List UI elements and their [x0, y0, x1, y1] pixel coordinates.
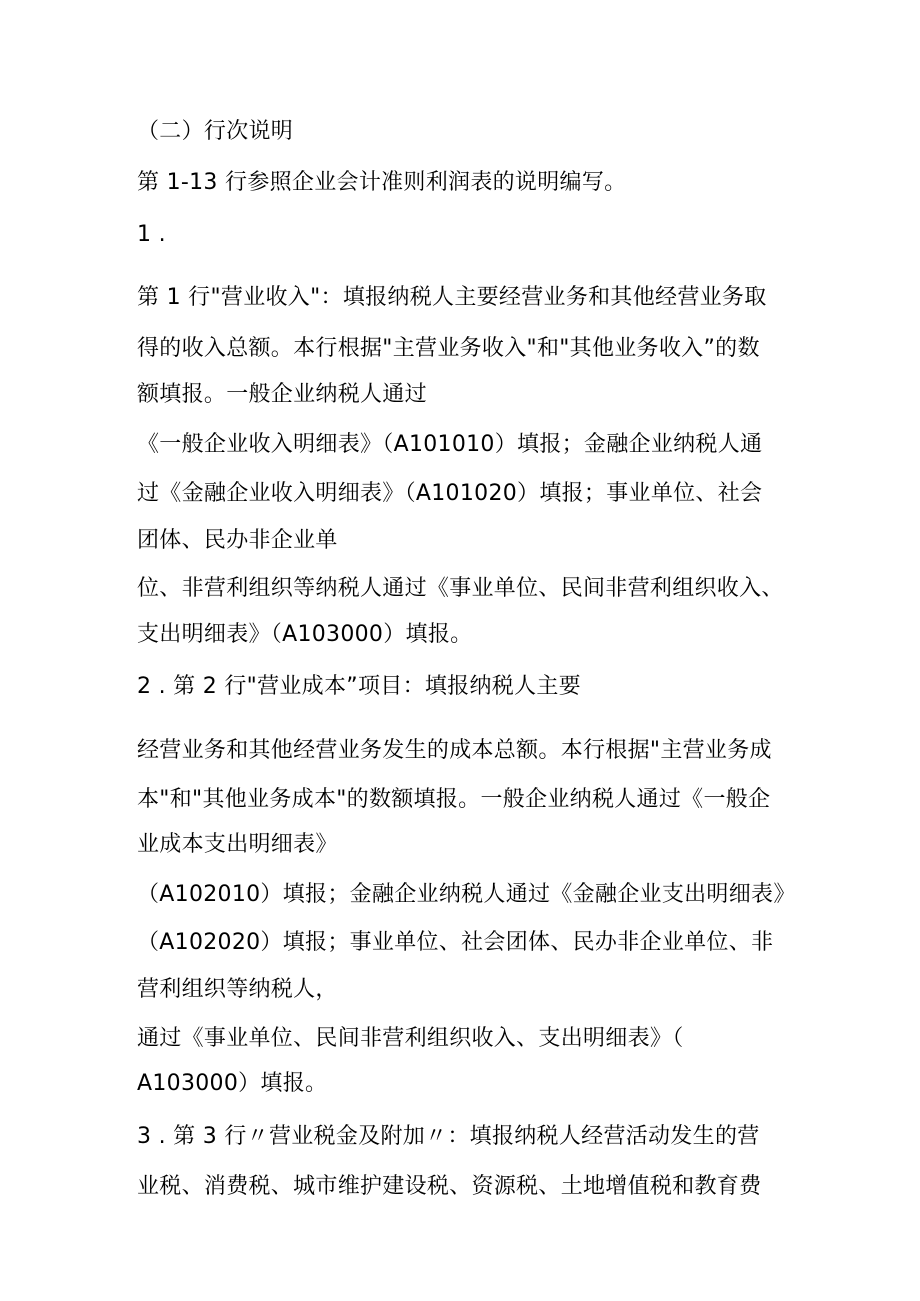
paragraph-line: A103000）填报。 [137, 1071, 328, 1096]
paragraph-line: 额填报。一般企业纳税人通过 [137, 382, 427, 407]
list-number: 1 . [137, 222, 166, 247]
paragraph-line: 通过《事业单位、民间非营利组织收入、支出明细表》（ [137, 1026, 684, 1051]
paragraph-line: 业税、消费税、城市维护建设税、资源税、土地增值税和教育费 [137, 1174, 762, 1199]
paragraph-line: 位、非营利组织等纳税人通过《事业单位、民间非营利组织收入、 [137, 576, 784, 601]
paragraph-line: 第 1-13 行参照企业会计准则利润表的说明编写。 [137, 170, 627, 195]
paragraph-line: 过《金融企业收入明细表》（A101020）填报；事业单位、社会 [137, 481, 763, 506]
paragraph-line: 业成本支出明细表》 [137, 832, 338, 857]
section-heading: （二）行次说明 [137, 119, 294, 144]
paragraph-line: 2 . 第 2 行"营业成本”项目：填报纳税人主要 [137, 674, 581, 699]
paragraph-line: 《一般企业收入明细表》（A101010）填报；金融企业纳税人通 [137, 432, 763, 457]
paragraph-line: 营利组织等纳税人， [137, 977, 338, 1002]
paragraph-line: 团体、民办非企业单 [137, 528, 338, 553]
paragraph-line: 支出明细表》（A103000）填报。 [137, 622, 473, 647]
paragraph-line: 本"和"其他业务成本"的数额填报。一般企业纳税人通过《一般企 [137, 787, 771, 812]
paragraph-line: 经营业务和其他经营业务发生的成本总额。本行根据"主营业务成 [137, 738, 772, 763]
paragraph-line: （A102020）填报；事业单位、社会团体、民办非企业单位、非 [137, 930, 774, 955]
paragraph-line: （A102010）填报；金融企业纳税人通过《金融企业支出明细表》 [137, 882, 796, 907]
paragraph-line: 3 . 第 3 行〃营业税金及附加〃：填报纳税人经营活动发生的营 [137, 1124, 760, 1149]
paragraph-line: 第 1 行"营业收入"：填报纳税人主要经营业务和其他经营业务取 [137, 285, 767, 310]
paragraph-line: 得的收入总额。本行根据"主营业务收入"和"其他业务收入”的数 [137, 336, 760, 361]
